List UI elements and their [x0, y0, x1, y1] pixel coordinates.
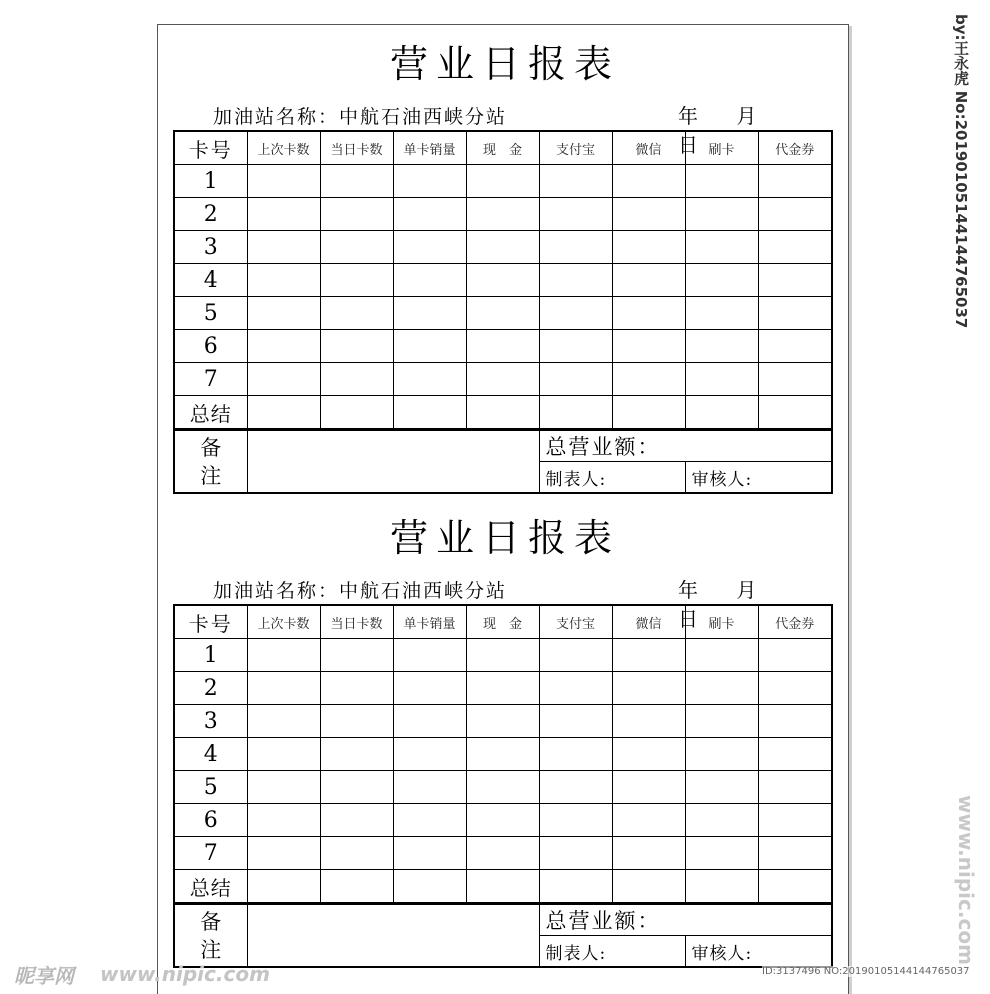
table-cell[interactable]: [393, 705, 466, 738]
table-cell[interactable]: [685, 297, 758, 330]
table-cell[interactable]: [539, 198, 612, 231]
year-label: 年: [678, 104, 700, 128]
table-cell[interactable]: [685, 837, 758, 870]
table-cell[interactable]: [758, 231, 832, 264]
row-number: 2: [174, 198, 247, 231]
row-number: 2: [174, 672, 247, 705]
table-cell[interactable]: [612, 330, 685, 363]
table-row: [174, 672, 832, 705]
table-cell[interactable]: [685, 198, 758, 231]
table-row: [174, 738, 832, 771]
table-cell[interactable]: [393, 639, 466, 672]
table-cell[interactable]: [685, 705, 758, 738]
row-number: 1: [174, 639, 247, 672]
table-cell[interactable]: [685, 771, 758, 804]
table-cell[interactable]: [539, 639, 612, 672]
header-voucher: 代金券: [758, 131, 832, 165]
header-card-number: 卡号: [174, 131, 247, 165]
table-row: [174, 804, 832, 837]
table-cell[interactable]: [685, 672, 758, 705]
table-cell[interactable]: [758, 705, 832, 738]
table-cell[interactable]: [393, 198, 466, 231]
table-cell[interactable]: [539, 330, 612, 363]
table-cell[interactable]: [320, 231, 393, 264]
table-cell[interactable]: [539, 672, 612, 705]
total-revenue-field[interactable]: [539, 905, 832, 936]
table-cell[interactable]: [466, 297, 539, 330]
table-cell[interactable]: [539, 705, 612, 738]
table-cell[interactable]: [539, 231, 612, 264]
table-cell[interactable]: [612, 198, 685, 231]
table-cell[interactable]: [320, 837, 393, 870]
table-cell[interactable]: [612, 672, 685, 705]
table-cell[interactable]: [758, 297, 832, 330]
table-row: [174, 705, 832, 738]
form-title: 营业日报表: [389, 42, 620, 86]
table-cell[interactable]: [393, 330, 466, 363]
image-id-label: ID:3137496 NO:20190105144144765037: [762, 966, 970, 977]
table-cell[interactable]: [247, 804, 320, 837]
header-last-card-count: 上次卡数: [247, 605, 320, 639]
row-number: 7: [174, 363, 247, 396]
remark-label-char: 注: [200, 463, 222, 488]
year-label: 年: [678, 578, 700, 602]
header-card-number: 卡号: [174, 605, 247, 639]
table-row: [174, 264, 832, 297]
header-cash: 现 金: [466, 131, 539, 165]
table-cell[interactable]: [393, 870, 466, 904]
table-cell[interactable]: [393, 396, 466, 430]
header-wechat: 微信: [612, 605, 685, 639]
day-label: 日: [678, 607, 700, 631]
table-row: [174, 639, 832, 672]
preparer-label: 制表人:: [545, 469, 607, 490]
row-number: 4: [174, 738, 247, 771]
table-cell[interactable]: [393, 672, 466, 705]
table-cell[interactable]: [466, 264, 539, 297]
table-cell[interactable]: [393, 771, 466, 804]
table-cell[interactable]: [612, 705, 685, 738]
total-label: 总结: [174, 396, 247, 430]
table-row: [174, 297, 832, 330]
table-cell[interactable]: [247, 837, 320, 870]
table-cell[interactable]: [539, 870, 612, 904]
header-wechat: 微信: [612, 131, 685, 165]
table-cell[interactable]: [539, 804, 612, 837]
table-cell[interactable]: [539, 264, 612, 297]
table-cell[interactable]: [320, 870, 393, 904]
remark-label-char: 备: [200, 909, 222, 934]
table-cell[interactable]: [247, 297, 320, 330]
table-cell[interactable]: [466, 639, 539, 672]
table-cell[interactable]: [247, 738, 320, 771]
daily-report-form-1: [173, 40, 831, 494]
reviewer-label: 审核人:: [691, 469, 753, 490]
table-cell[interactable]: [539, 363, 612, 396]
table-cell[interactable]: [393, 264, 466, 297]
daily-report-form-2: [173, 514, 831, 968]
table-cell[interactable]: [539, 837, 612, 870]
table-cell[interactable]: [685, 639, 758, 672]
month-label: 月: [736, 104, 759, 128]
header-card-swipe: 刷卡: [685, 131, 758, 165]
nipic-url: www.nipic.com: [100, 962, 270, 986]
author-watermark: by:王永虎 No:20190105144144765037: [952, 14, 970, 329]
reviewer-field[interactable]: [685, 462, 832, 494]
table-cell[interactable]: [612, 363, 685, 396]
table-cell[interactable]: [758, 672, 832, 705]
table-cell[interactable]: [320, 639, 393, 672]
table-cell[interactable]: [758, 330, 832, 363]
table-cell[interactable]: [466, 231, 539, 264]
table-cell[interactable]: [247, 672, 320, 705]
total-revenue-label: 总营业额：: [545, 909, 661, 933]
table-cell[interactable]: [393, 231, 466, 264]
row-number: 6: [174, 804, 247, 837]
table-row: [174, 198, 832, 231]
header-per-card-sales: 单卡销量: [393, 131, 466, 165]
table-cell[interactable]: [320, 738, 393, 771]
table-cell[interactable]: [758, 363, 832, 396]
preparer-field[interactable]: [539, 462, 685, 494]
remark-label-char: 注: [200, 937, 222, 962]
table-cell[interactable]: [320, 264, 393, 297]
table-cell[interactable]: [320, 771, 393, 804]
table-cell[interactable]: [320, 396, 393, 430]
table-row: [174, 837, 832, 870]
form-title: 营业日报表: [389, 516, 620, 560]
table-cell[interactable]: [612, 738, 685, 771]
total-label: 总结: [174, 870, 247, 904]
table-cell[interactable]: [758, 738, 832, 771]
header-last-card-count: 上次卡数: [247, 131, 320, 165]
table-cell[interactable]: [758, 804, 832, 837]
header-cash: 现 金: [466, 605, 539, 639]
table-cell[interactable]: [247, 198, 320, 231]
day-label: 日: [678, 133, 700, 157]
month-label: 月: [736, 578, 759, 602]
row-number: 5: [174, 771, 247, 804]
table-cell[interactable]: [247, 165, 320, 198]
table-cell[interactable]: [466, 165, 539, 198]
table-cell[interactable]: [247, 870, 320, 904]
total-revenue-field[interactable]: [539, 431, 832, 462]
table-cell[interactable]: [247, 330, 320, 363]
header-per-card-sales: 单卡销量: [393, 605, 466, 639]
table-cell[interactable]: [466, 705, 539, 738]
table-cell[interactable]: [393, 363, 466, 396]
station-name: 加油站名称：中航石油西峡分站: [213, 580, 508, 602]
table-cell[interactable]: [612, 870, 685, 904]
table-cell[interactable]: [247, 264, 320, 297]
table-cell[interactable]: [247, 396, 320, 430]
site-watermark: www.nipic.com: [954, 795, 978, 965]
table-cell[interactable]: [320, 672, 393, 705]
nipic-logo: 昵享网: [14, 964, 74, 988]
table-cell[interactable]: [466, 396, 539, 430]
table-cell[interactable]: [247, 639, 320, 672]
table-cell[interactable]: [758, 639, 832, 672]
row-number: 1: [174, 165, 247, 198]
header-card-swipe: 刷卡: [685, 605, 758, 639]
table-cell[interactable]: [320, 297, 393, 330]
table-cell[interactable]: [685, 738, 758, 771]
row-number: 4: [174, 264, 247, 297]
table-row: [174, 330, 832, 363]
table-cell[interactable]: [612, 771, 685, 804]
row-number: 5: [174, 297, 247, 330]
report-table: [173, 604, 833, 904]
table-cell[interactable]: [393, 297, 466, 330]
row-number: 3: [174, 705, 247, 738]
table-cell[interactable]: [466, 837, 539, 870]
table-cell[interactable]: [466, 672, 539, 705]
table-cell[interactable]: [466, 363, 539, 396]
table-cell[interactable]: [320, 363, 393, 396]
table-cell[interactable]: [758, 396, 832, 430]
table-cell[interactable]: [685, 804, 758, 837]
table-row: [174, 771, 832, 804]
table-cell[interactable]: [685, 396, 758, 430]
table-cell[interactable]: [612, 264, 685, 297]
table-cell[interactable]: [539, 297, 612, 330]
table-cell[interactable]: [320, 198, 393, 231]
preparer-label: 制表人:: [545, 943, 607, 964]
table-cell[interactable]: [393, 837, 466, 870]
date-fields: [678, 574, 831, 632]
table-cell[interactable]: [539, 771, 612, 804]
station-name: 加油站名称：中航石油西峡分站: [213, 106, 508, 128]
table-cell[interactable]: [320, 330, 393, 363]
total-row: [174, 396, 832, 430]
table-cell[interactable]: [612, 639, 685, 672]
table-cell[interactable]: [758, 870, 832, 904]
table-cell[interactable]: [685, 330, 758, 363]
table-cell[interactable]: [685, 165, 758, 198]
table-cell[interactable]: [247, 771, 320, 804]
table-cell[interactable]: [320, 804, 393, 837]
row-number: 3: [174, 231, 247, 264]
date-fields: [678, 100, 831, 158]
remark-field[interactable]: [247, 431, 539, 494]
table-cell[interactable]: [466, 198, 539, 231]
table-cell[interactable]: [393, 804, 466, 837]
table-cell[interactable]: [466, 738, 539, 771]
table-cell[interactable]: [539, 738, 612, 771]
total-row: [174, 870, 832, 904]
table-cell[interactable]: [393, 165, 466, 198]
table-cell[interactable]: [758, 264, 832, 297]
table-cell[interactable]: [466, 870, 539, 904]
header-voucher: 代金券: [758, 605, 832, 639]
header-today-card-count: 当日卡数: [320, 131, 393, 165]
table-cell[interactable]: [247, 363, 320, 396]
table-cell[interactable]: [320, 165, 393, 198]
reviewer-label: 审核人:: [691, 943, 753, 964]
remark-label: [174, 431, 247, 494]
table-cell[interactable]: [539, 396, 612, 430]
table-cell[interactable]: [612, 837, 685, 870]
table-cell[interactable]: [466, 330, 539, 363]
header-alipay: 支付宝: [539, 605, 612, 639]
row-number: 6: [174, 330, 247, 363]
remark-label-char: 备: [200, 435, 222, 460]
table-cell[interactable]: [612, 231, 685, 264]
table-cell[interactable]: [320, 705, 393, 738]
table-cell[interactable]: [466, 771, 539, 804]
table-cell[interactable]: [685, 264, 758, 297]
table-row: [174, 165, 832, 198]
report-table: [173, 130, 833, 430]
table-cell[interactable]: [612, 804, 685, 837]
table-cell[interactable]: [612, 396, 685, 430]
table-cell[interactable]: [685, 231, 758, 264]
header-alipay: 支付宝: [539, 131, 612, 165]
table-cell[interactable]: [539, 165, 612, 198]
row-number: 7: [174, 837, 247, 870]
table-cell[interactable]: [466, 804, 539, 837]
total-revenue-label: 总营业额：: [545, 435, 661, 459]
table-cell[interactable]: [685, 870, 758, 904]
table-cell[interactable]: [247, 705, 320, 738]
table-cell[interactable]: [612, 165, 685, 198]
bottom-watermark-bar: [0, 958, 980, 988]
table-cell[interactable]: [758, 198, 832, 231]
table-cell[interactable]: [758, 837, 832, 870]
table-cell[interactable]: [758, 771, 832, 804]
table-row: [174, 363, 832, 396]
table-row: [174, 231, 832, 264]
footer-table: [173, 430, 833, 494]
table-cell[interactable]: [758, 165, 832, 198]
table-cell[interactable]: [393, 738, 466, 771]
table-cell[interactable]: [685, 363, 758, 396]
header-today-card-count: 当日卡数: [320, 605, 393, 639]
table-cell[interactable]: [247, 231, 320, 264]
table-cell[interactable]: [612, 297, 685, 330]
